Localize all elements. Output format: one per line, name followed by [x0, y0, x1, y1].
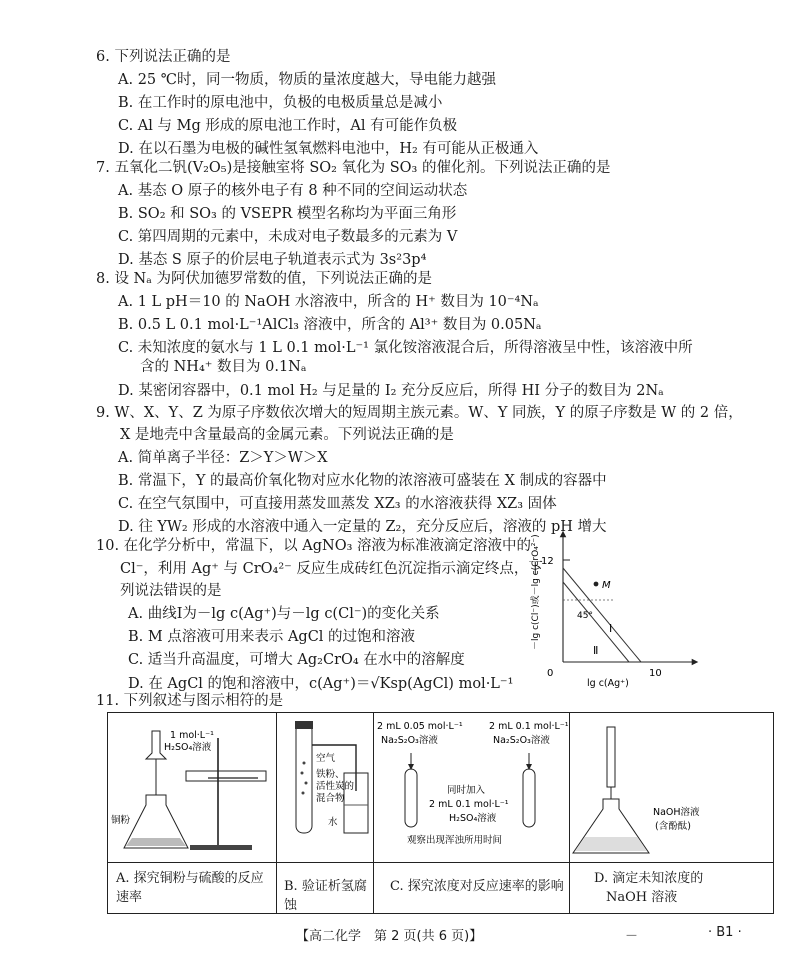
- q6-option-a: A. 25 ℃时，同一物质，物质的量浓度越大，导电能力越强: [118, 72, 496, 88]
- curve-2-label: Ⅱ: [593, 644, 599, 657]
- ytick-label: 12: [541, 556, 554, 567]
- q9-option-a: A. 简单离子半径：Z＞Y＞W＞X: [118, 450, 328, 466]
- fig-b-apparatus: [276, 713, 373, 862]
- svg-text:水: 水: [328, 817, 338, 828]
- svg-text:Na₂S₂O₃溶液: Na₂S₂O₃溶液: [493, 735, 550, 746]
- q6-option-c: C. Al 与 Mg 形成的原电池工作时，Al 有可能作负极: [118, 118, 458, 134]
- q10-option-c: C. 适当升高温度，可增大 Ag₂CrO₄ 在水中的溶解度: [128, 652, 465, 668]
- q7-option-c: C. 第四周期的元素中，未成对电子数最多的元素为 V: [118, 229, 458, 245]
- q9-stem: 9. W、X、Y、Z 为原子序数依次增大的短周期主族元素。W、Y 同族，Y 的原子序数是 W 的 2 倍，: [96, 405, 743, 421]
- q10-stem-line3: 列说法错误的是: [120, 583, 222, 599]
- svg-text:观察出现浑浊所用时间: 观察出现浑浊所用时间: [407, 835, 503, 846]
- fig-a-apparatus: [108, 713, 276, 862]
- q10-option-b: B. M 点溶液可用来表示 AgCl 的过饱和溶液: [128, 629, 416, 645]
- svg-text:1 mol·L⁻¹: 1 mol·L⁻¹: [170, 730, 214, 741]
- curve-1-label: Ⅰ: [609, 622, 613, 635]
- svg-text:活性炭的: 活性炭的: [316, 781, 355, 792]
- page-footer: 【高二化学 第 2 页(共 6 页)】: [296, 929, 483, 944]
- paper-code: · B1 ·: [708, 925, 742, 940]
- fig-d-caption-line1: D. 滴定未知浓度的: [594, 871, 704, 886]
- q9-option-c: C. 在空气氛围中，可直接用蒸发皿蒸发 XZ₃ 的水溶液获得 XZ₃ 固体: [118, 496, 557, 512]
- fig-d-caption: [594, 869, 764, 907]
- angle-label: 45°: [577, 611, 593, 621]
- q10-stem: 10. 在化学分析中，常温下，以 AgNO₃ 溶液为标准液滴定溶液中的: [96, 538, 532, 554]
- svg-text:混合物: 混合物: [316, 793, 345, 804]
- q6-option-d: D. 在以石墨为电极的碱性氢氧燃料电池中，H₂ 有可能从正极通入: [118, 141, 539, 157]
- q11-stem: 11. 下列叙述与图示相符的是: [96, 693, 284, 709]
- origin-label: 0: [547, 668, 554, 679]
- q7-option-d: D. 基态 S 原子的价层电子轨道表示式为 3s²3p⁴: [118, 252, 427, 268]
- q8-option-c: C. 未知浓度的氨水与 1 L 0.1 mol·L⁻¹ 氯化铵溶液混合后，所得溶液呈中性，该溶液中所: [118, 340, 693, 356]
- q8-option-a: A. 1 L pH＝10 的 NaOH 水溶液中，所含的 H⁺ 数目为 10⁻⁴Nₐ: [118, 294, 539, 310]
- caption-divider: [108, 862, 773, 863]
- fig-d-apparatus: [569, 713, 773, 862]
- q8-stem: 8. 设 Nₐ 为阿伏加德罗常数的值，下列说法正确的是: [96, 271, 432, 287]
- q11-figure-table: [107, 712, 774, 914]
- point-m: [594, 582, 599, 587]
- q7-stem: 7. 五氧化二钒(V₂O₅)是接触室将 SO₂ 氧化为 SO₃ 的催化剂。下列说法正确的是: [96, 160, 611, 176]
- q9-option-d: D. 往 YW₂ 形成的水溶液中通入一定量的 Z₂，充分反应后，溶液的 pH 增大: [118, 519, 607, 535]
- q8-option-b: B. 0.5 L 0.1 mol·L⁻¹AlCl₃ 溶液中，所含的 Al³⁺ 数目为 0.05Nₐ: [118, 317, 542, 333]
- q8-option-c-cont: 含的 NH₄⁺ 数目为 0.1Nₐ: [140, 359, 307, 375]
- fig-b-caption: B. 验证析氢腐蚀: [284, 879, 367, 913]
- svg-text:H₂SO₄溶液: H₂SO₄溶液: [449, 813, 497, 824]
- svg-text:NaOH溶液: NaOH溶液: [653, 807, 700, 818]
- fig-a-caption: A. 探究铜粉与硫酸的反应速率: [116, 871, 264, 905]
- q7-option-a: A. 基态 O 原子的核外电子有 8 种不同的空间运动状态: [118, 183, 468, 199]
- fig-c-apparatus: [373, 713, 569, 862]
- svg-text:空气: 空气: [316, 753, 336, 764]
- x-axis-label: lg c(Ag⁺): [587, 678, 629, 689]
- svg-text:铜粉: 铜粉: [111, 815, 131, 826]
- svg-text:2 mL 0.05 mol·L⁻¹: 2 mL 0.05 mol·L⁻¹: [377, 721, 463, 732]
- q9-option-b: B. 常温下，Y 的最高价氧化物对应水化物的浓溶液可盛装在 X 制成的容器中: [118, 473, 607, 489]
- q10-option-a: A. 曲线Ⅰ为－lg c(Ag⁺)与－lg c(Cl⁻)的变化关系: [128, 606, 440, 622]
- q6-stem: 6. 下列说法正确的是: [96, 49, 231, 65]
- svg-text:(含酚酞): (含酚酞): [655, 821, 691, 832]
- svg-text:同时加入: 同时加入: [447, 785, 486, 796]
- svg-text:2 mL 0.1 mol·L⁻¹: 2 mL 0.1 mol·L⁻¹: [429, 799, 509, 810]
- svg-text:2 mL 0.1 mol·L⁻¹: 2 mL 0.1 mol·L⁻¹: [489, 721, 569, 732]
- xtick-label: 10: [649, 668, 662, 679]
- svg-text:铁粉、: 铁粉、: [316, 769, 345, 780]
- q8-option-d: D. 某密闭容器中，0.1 mol H₂ 与足量的 I₂ 充分反应后，所得 HI 分子的数目为 2Nₐ: [118, 383, 664, 399]
- q10-option-d: D. 在 AgCl 的饱和溶液中，c(Ag⁺)＝√Ksp(AgCl) mol·L⁻¹: [128, 676, 514, 692]
- svg-text:H₂SO₄溶液: H₂SO₄溶液: [164, 742, 212, 753]
- footer-dash: －: [625, 929, 639, 944]
- q6-option-b: B. 在工作时的原电池中，负极的电极质量总是减小: [118, 95, 443, 111]
- q10-stem-line2: Cl⁻，利用 Ag⁺ 与 CrO₄²⁻ 反应生成砖红色沉淀指示滴定终点，下: [120, 561, 543, 577]
- q10-graph: [525, 530, 700, 690]
- point-m-label: M: [602, 580, 611, 591]
- q9-stem-cont: X 是地壳中含量最高的金属元素。下列说法正确的是: [120, 427, 454, 443]
- fig-c-caption: C. 探究浓度对反应速率的影响: [390, 879, 564, 894]
- svg-text:Na₂S₂O₃溶液: Na₂S₂O₃溶液: [381, 735, 438, 746]
- fig-d-caption-line2: NaOH 溶液: [606, 890, 678, 905]
- q7-option-b: B. SO₂ 和 SO₃ 的 VSEPR 模型名称均为平面三角形: [118, 206, 457, 222]
- y-axis-label: －lg c(Cl⁻)或－lg c(CrO₄²⁻): [531, 534, 541, 650]
